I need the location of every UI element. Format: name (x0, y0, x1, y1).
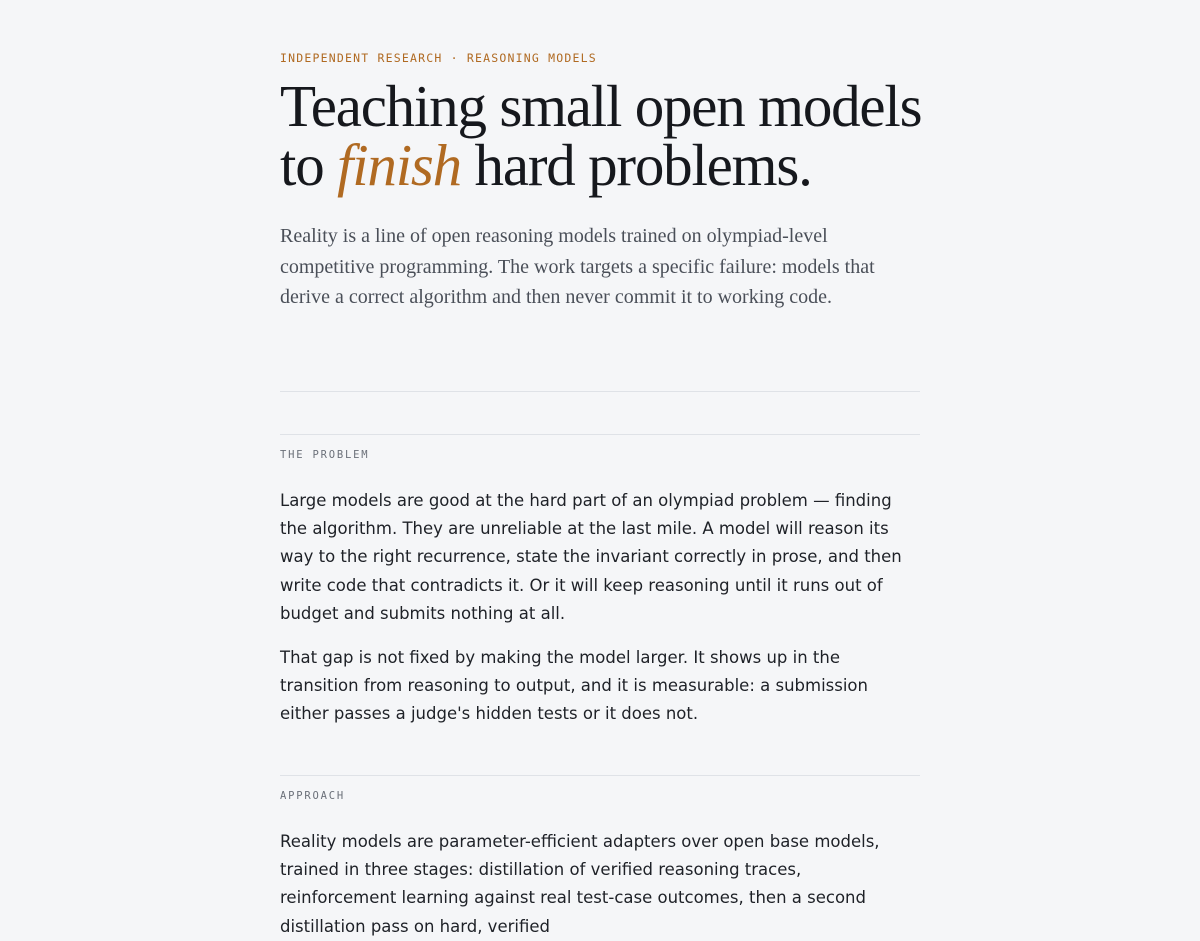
page-title (280, 73, 980, 198)
title-line-2-end: hard problems. (460, 132, 812, 198)
title-accent-word: finish (337, 132, 461, 198)
title-line-1: Teaching small open models (280, 73, 922, 139)
section-label-problem: THE PROBLEM (280, 449, 370, 461)
problem-paragraph-2: That gap is not fixed by making the model larger. It shows up in the transition from reasoning to output, and it is measurable: a submission either passes a judge's hidden tests or it does not. (280, 648, 868, 724)
approach-paragraph-1: Reality models are parameter-efficient adapters over open base models, trained in three stages: distillation of verified reasoning traces, reinforcement learning against real test-case outcomes, then a second distillation pass on hard, verified (280, 832, 880, 936)
section-divider-problem (280, 434, 920, 435)
section-label-approach: APPROACH (280, 790, 345, 802)
problem-paragraph-1: Large models are good at the hard part of an olympiad problem — finding the algorithm. They are unreliable at the last mile. A model will reason its way to the right recurrence, state the invariant correctly in prose, and then write code that contradicts it. Or it will keep reasoning until it runs out of budget and submits nothing at all. (280, 491, 902, 623)
section-divider-approach (280, 775, 920, 776)
eyebrow-label: INDEPENDENT RESEARCH · REASONING MODELS (280, 51, 597, 65)
title-line-2-start: to (280, 132, 338, 198)
lede-paragraph: Reality is a line of open reasoning models trained on olympiad-level competitive programming. The work targets a specific failure: models that derive a correct algorithm and then never commit it to working code. (280, 225, 875, 308)
header-divider (280, 391, 920, 392)
